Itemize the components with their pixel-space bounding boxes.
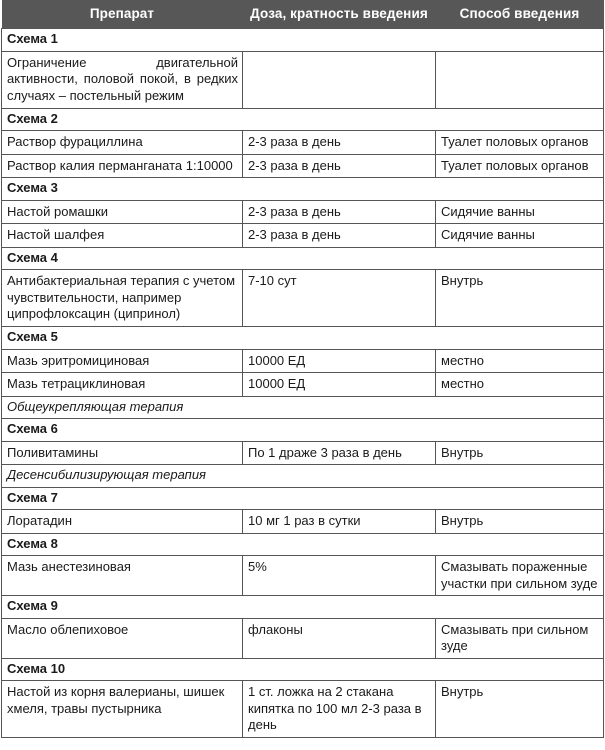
route-cell: Сидячие ванны bbox=[436, 224, 604, 248]
drug-cell: Мазь эритромициновая bbox=[2, 349, 243, 373]
section-label: Схема 3 bbox=[2, 178, 604, 201]
table-row bbox=[2, 441, 604, 465]
drug-cell: Поливитамины bbox=[2, 441, 243, 465]
subheading-label: Десенсибилизирующая терапия bbox=[2, 465, 604, 488]
table-row bbox=[2, 349, 604, 373]
section-row-scheme-9 bbox=[2, 596, 604, 619]
table-row bbox=[2, 681, 604, 738]
drug-cell: Настой из корня валерианы, шишек хмеля, травы пустырника bbox=[2, 681, 243, 738]
section-label: Схема 2 bbox=[2, 108, 604, 131]
route-cell: местно bbox=[436, 349, 604, 373]
section-row-scheme-4 bbox=[2, 247, 604, 270]
subheading-label: Общеукрепляющая терапия bbox=[2, 396, 604, 419]
route-cell: местно bbox=[436, 373, 604, 397]
section-row-scheme-6 bbox=[2, 419, 604, 442]
route-cell: Туалет половых органов bbox=[436, 154, 604, 178]
column-header-route: Способ введения bbox=[436, 0, 604, 29]
route-cell: Внутрь bbox=[436, 681, 604, 738]
dose-cell: 1 ст. ложка на 2 стакана кипятка по 100 мл 2-3 раза в день bbox=[243, 681, 436, 738]
table-body bbox=[2, 29, 604, 738]
dose-cell: 10000 ЕД bbox=[243, 349, 436, 373]
table-row bbox=[2, 510, 604, 534]
drug-cell: Антибактериальная терапия с учетом чувствительности, например ципрофлоксацин (ципринол) bbox=[2, 270, 243, 327]
drug-cell: Настой ромашки bbox=[2, 200, 243, 224]
dose-cell: По 1 драже 3 раза в день bbox=[243, 441, 436, 465]
drug-cell: Лоратадин bbox=[2, 510, 243, 534]
dose-cell: 2-3 раза в день bbox=[243, 131, 436, 155]
route-cell: Туалет половых органов bbox=[436, 131, 604, 155]
table-row bbox=[2, 270, 604, 327]
table-row bbox=[2, 224, 604, 248]
dose-cell: 5% bbox=[243, 556, 436, 596]
drug-cell: Мазь тетрациклиновая bbox=[2, 373, 243, 397]
drug-cell: Мазь анестезиновая bbox=[2, 556, 243, 596]
table-row bbox=[2, 131, 604, 155]
route-cell: Смазывать пораженные участки при сильном зуде bbox=[436, 556, 604, 596]
table-row bbox=[2, 200, 604, 224]
drug-cell: Ограничение двигательной активности, половой покой, в редких случаях – постельный режим bbox=[2, 51, 243, 108]
treatment-schemes-table bbox=[1, 0, 604, 738]
section-row-scheme-7 bbox=[2, 487, 604, 510]
section-label: Схема 7 bbox=[2, 487, 604, 510]
dose-cell: 10000 ЕД bbox=[243, 373, 436, 397]
section-row-scheme-3 bbox=[2, 178, 604, 201]
section-row-scheme-10 bbox=[2, 658, 604, 681]
drug-cell: Раствор фурациллина bbox=[2, 131, 243, 155]
dose-cell: 2-3 раза в день bbox=[243, 224, 436, 248]
subheading-row-desensitizing bbox=[2, 465, 604, 488]
drug-cell: Настой шалфея bbox=[2, 224, 243, 248]
route-cell: Внутрь bbox=[436, 270, 604, 327]
section-label: Схема 8 bbox=[2, 533, 604, 556]
section-label: Схема 5 bbox=[2, 327, 604, 350]
dose-cell: 2-3 раза в день bbox=[243, 154, 436, 178]
route-cell: Внутрь bbox=[436, 441, 604, 465]
column-header-drug: Препарат bbox=[2, 0, 243, 29]
table-header bbox=[2, 0, 604, 29]
table-row bbox=[2, 618, 604, 658]
dose-cell: 10 мг 1 раз в сутки bbox=[243, 510, 436, 534]
route-cell: Сидячие ванны bbox=[436, 200, 604, 224]
route-cell bbox=[436, 51, 604, 108]
section-row-scheme-2 bbox=[2, 108, 604, 131]
drug-cell: Масло облепиховое bbox=[2, 618, 243, 658]
section-row-scheme-1 bbox=[2, 29, 604, 52]
dose-cell bbox=[243, 51, 436, 108]
section-label: Схема 9 bbox=[2, 596, 604, 619]
section-label: Схема 1 bbox=[2, 29, 604, 52]
dose-cell: 2-3 раза в день bbox=[243, 200, 436, 224]
dose-cell: 7-10 сут bbox=[243, 270, 436, 327]
drug-cell: Раствор калия перманганата 1:10000 bbox=[2, 154, 243, 178]
column-header-dose: Доза, кратность введения bbox=[243, 0, 436, 29]
section-label: Схема 4 bbox=[2, 247, 604, 270]
dose-cell: флаконы bbox=[243, 618, 436, 658]
table-row bbox=[2, 154, 604, 178]
section-row-scheme-5 bbox=[2, 327, 604, 350]
table-row bbox=[2, 556, 604, 596]
route-cell: Внутрь bbox=[436, 510, 604, 534]
section-label: Схема 10 bbox=[2, 658, 604, 681]
header-row bbox=[2, 0, 604, 29]
section-label: Схема 6 bbox=[2, 419, 604, 442]
table-row bbox=[2, 51, 604, 108]
route-cell: Смазывать при сильном зуде bbox=[436, 618, 604, 658]
subheading-row-general-strengthening bbox=[2, 396, 604, 419]
table-row bbox=[2, 373, 604, 397]
section-row-scheme-8 bbox=[2, 533, 604, 556]
